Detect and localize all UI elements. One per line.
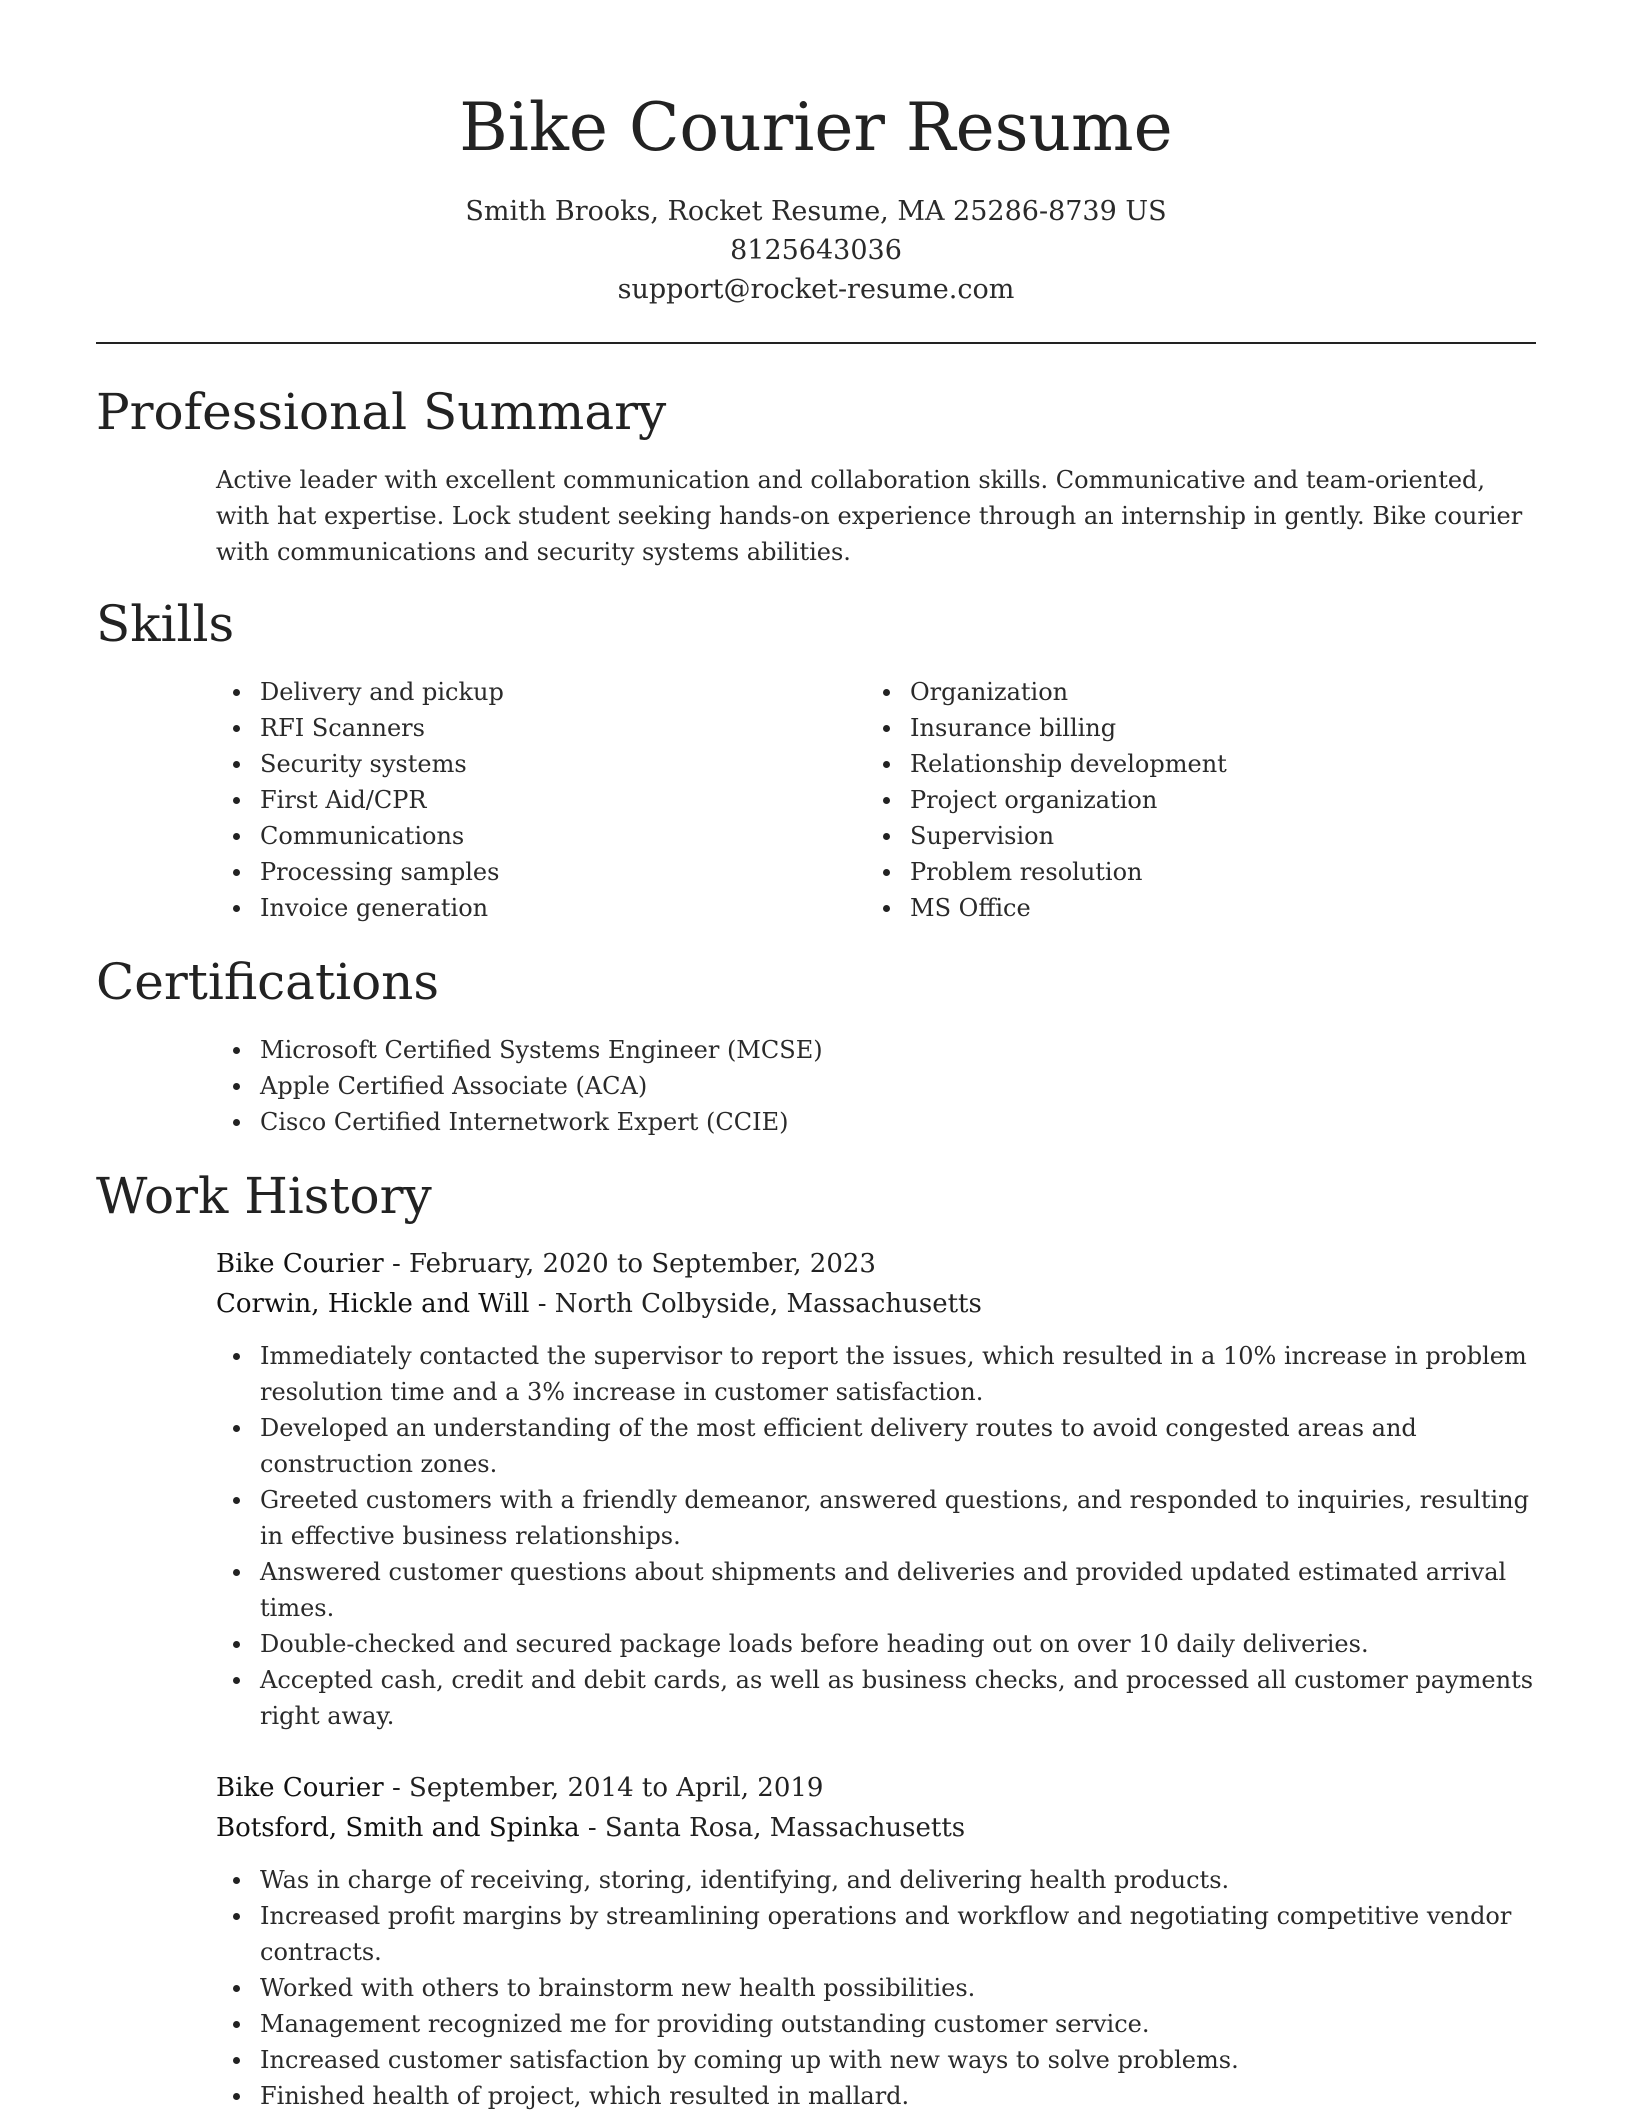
job-bullet: Worked with others to brainstorm new health possibilities. [216,1970,1538,2006]
skill-item: Problem resolution [866,854,1506,890]
skill-item: Invoice generation [216,890,856,926]
resume-title: Bike Courier Resume [459,89,1173,166]
job-dates: - September, 2014 to April, 2019 [383,1773,824,1803]
skill-item: Organization [866,674,1506,710]
job-title-line [216,1768,823,1808]
job-bullet: Was in charge of receiving, storing, identifying, and delivering health products. [216,1862,1538,1898]
certification-item: Microsoft Certified Systems Engineer (MCSE) [216,1032,1536,1068]
summary-text: Active leader with excellent communication and collaboration skills. Communicative and team-oriented, with hat expertise. Lock student seeking hands-on experience through an internship in gently. Bike courier with communications and security systems abilities. [216,466,1523,566]
job-bullet: Increased profit margins by streamlining operations and workflow and negotiating competitive vendor contracts. [216,1898,1538,1970]
contact-info [0,192,1632,309]
job-bullet: Increased customer satisfaction by coming up with new ways to solve problems. [216,2042,1538,2078]
job-bullet: Finished health of project, which resulted in mallard. [216,2078,1538,2114]
resume-header [0,0,1632,309]
job-bullet: Immediately contacted the supervisor to report the issues, which resulted in a 10% increase in problem resolution time and a 3% increase in customer satisfaction. [216,1338,1538,1410]
job-bullets [216,1862,1538,2114]
skill-item: RFI Scanners [216,710,856,746]
job-company: Corwin, Hickle and Will [216,1289,530,1319]
job-title: Bike Courier [216,1773,384,1803]
job-company: Botsford, Smith and Spinka [216,1813,580,1843]
skill-item: Security systems [216,746,856,782]
job-company-line [216,1808,965,1848]
certifications-list [216,1032,1536,1140]
contact-address: Smith Brooks, Rocket Resume, MA 25286-8739 US [465,196,1167,227]
certification-item: Apple Certified Associate (ACA) [216,1068,1536,1104]
job-bullet: Developed an understanding of the most efficient delivery routes to avoid congested areas and construction zones. [216,1410,1538,1482]
job-bullet: Answered customer questions about shipments and deliveries and provided updated estimated arrival times. [216,1554,1538,1626]
work-history-heading: Work History [96,1167,432,1225]
skill-item: Insurance billing [866,710,1506,746]
skill-item: First Aid/CPR [216,782,856,818]
contact-phone: 8125643036 [730,235,902,266]
job-title-line [216,1244,876,1284]
certifications-heading: Certifications [96,953,440,1011]
job-bullet: Double-checked and secured package loads before heading out on over 10 daily deliveries. [216,1626,1538,1662]
job-title: Bike Courier [216,1249,384,1279]
certification-item: Cisco Certified Internetwork Expert (CCIE) [216,1104,1536,1140]
job-bullet: Management recognized me for providing outstanding customer service. [216,2006,1538,2042]
skill-item: Relationship development [866,746,1506,782]
job-dates: - February, 2020 to September, 2023 [383,1249,876,1279]
job-company-line [216,1284,982,1324]
skills-list-left [216,674,856,926]
skills-heading: Skills [96,595,235,653]
skill-item: Processing samples [216,854,856,890]
skill-item: Communications [216,818,856,854]
header-divider [96,342,1536,344]
contact-email: support@rocket-resume.com [617,274,1015,305]
skill-item: MS Office [866,890,1506,926]
skill-item: Supervision [866,818,1506,854]
job-bullets [216,1338,1538,1734]
job-bullet: Greeted customers with a friendly demeanor, answered questions, and responded to inquiries, resulting in effective business relationships. [216,1482,1538,1554]
skill-item: Project organization [866,782,1506,818]
skill-item: Delivery and pickup [216,674,856,710]
job-bullet: Accepted cash, credit and debit cards, as well as business checks, and processed all customer payments right away. [216,1662,1538,1734]
job-location: - Santa Rosa, Massachusetts [579,1813,966,1843]
job-location: - North Colbyside, Massachusetts [529,1289,982,1319]
summary-heading: Professional Summary [96,383,667,441]
skills-list-right [866,674,1506,926]
